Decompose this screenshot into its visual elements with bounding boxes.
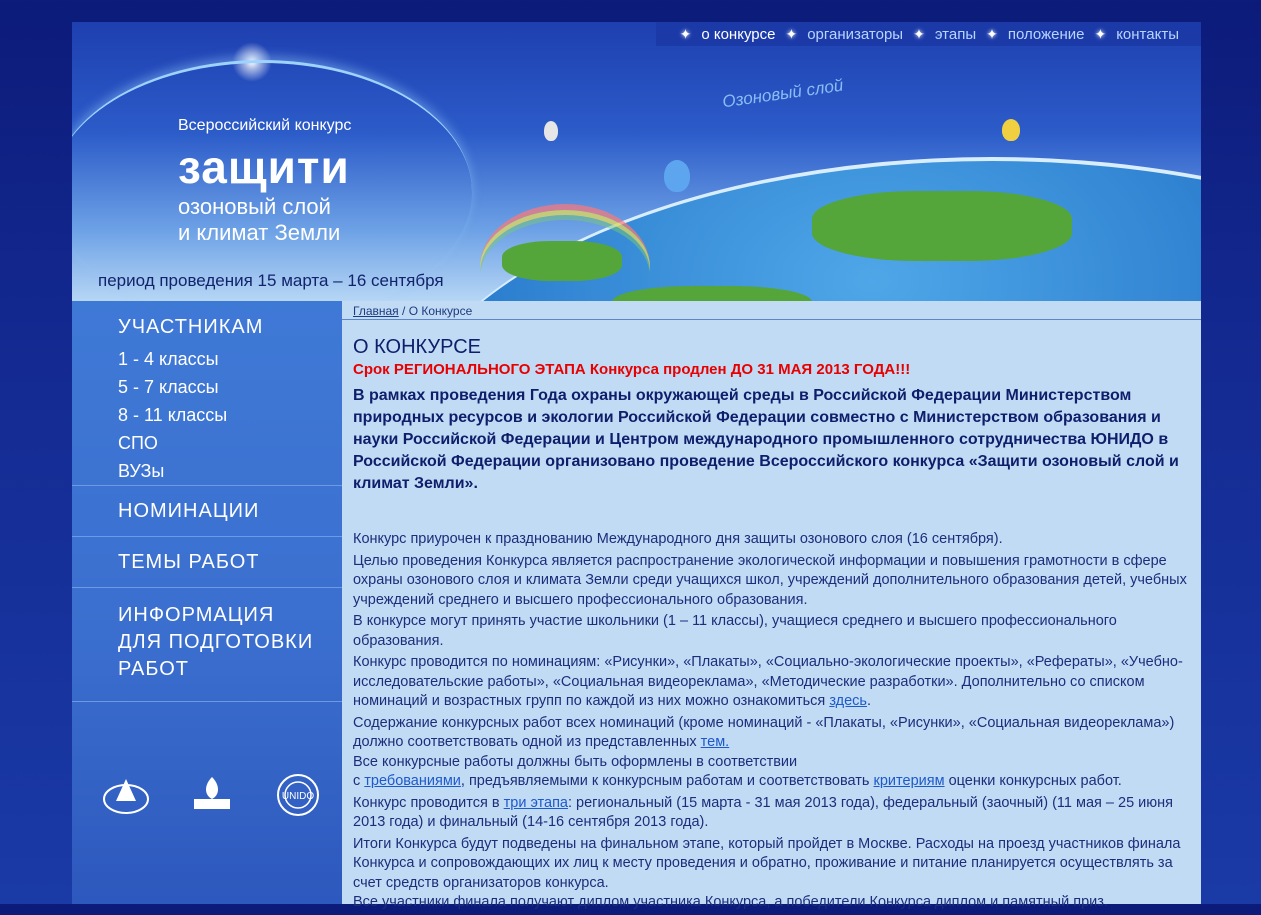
nav-label: о конкурсе [701, 25, 776, 43]
paragraph [353, 772, 1201, 792]
star-icon: ✦ [679, 25, 692, 42]
sidebar-subitem-8-11[interactable]: 8 - 11 классы [118, 405, 228, 425]
sidebar-item-info[interactable] [72, 588, 342, 701]
sidebar-info-line3: РАБОТ [118, 658, 190, 680]
main-content [342, 301, 1201, 910]
breadcrumb [353, 304, 472, 318]
page-title: О КОНКУРСЕ [353, 336, 482, 358]
logo-subtitle1: озоновый слой [178, 194, 331, 219]
paragraph [353, 794, 1201, 833]
sidebar-subitem-vuz[interactable]: ВУЗы [118, 461, 165, 481]
paragraph: В конкурсе могут принять участие школьники (1 – 11 классы), учащиеся среднего и высшего профессионального образования. [353, 613, 1117, 649]
sidebar-subitem-1-4[interactable]: 1 - 4 классы [118, 349, 219, 369]
sidebar-info-line1: ИНФОРМАЦИЯ [118, 604, 275, 626]
ozone-label: Озоновый слой [721, 75, 845, 112]
svg-text:UNIDO: UNIDO [281, 791, 315, 802]
sidebar-subitem-spo[interactable]: СПО [118, 433, 158, 453]
paragraph: Целью проведения Конкурса является распространение экологической информации и повышения грамотности в сфере охраны озонового слоя и климата Земли среди учащихся школ, учреждений дополнительного образования детей, учебных учреждений среднего и высшего профессионального образования. [353, 552, 1187, 608]
nav-contacts[interactable] [1094, 26, 1179, 43]
rainbow-icon [480, 204, 650, 301]
header-banner [72, 22, 1201, 301]
education-ministry-icon[interactable] [188, 771, 236, 819]
paragraph [353, 714, 1201, 753]
sidebar [72, 301, 342, 904]
top-nav [656, 22, 1201, 46]
nav-label: контакты [1116, 25, 1179, 43]
paragraph: Конкурс приурочен к празднованию Международного дня защиты озонового слоя (16 сентября). [353, 531, 1003, 547]
sidebar-info-line2: ДЛЯ ПОДГОТОВКИ [118, 631, 314, 653]
breadcrumb-home-link[interactable]: Главная [353, 304, 399, 318]
deadline-alert: Срок РЕГИОНАЛЬНОГО ЭТАПА Конкурса продлен ДО 31 МАЯ 2013 ГОДА!!! [353, 361, 911, 378]
text: , предъявляемыми к конкурсным работам и соответствовать [460, 773, 874, 789]
text: Содержание конкурсных работ всех номинаций (кроме номинаций - «Плакаты, «Рисунки», «Социальная видеореклама») должно соответствовать одной из представленных [353, 714, 1175, 750]
sidebar-subitem-5-7[interactable]: 5 - 7 классы [118, 377, 219, 397]
body-text [353, 530, 1201, 915]
nav-label: положение [1007, 25, 1085, 43]
breadcrumb-divider [342, 319, 1201, 320]
balloon-icon [544, 121, 558, 141]
topics-link[interactable]: тем. [700, 734, 730, 750]
text: . [866, 693, 872, 709]
star-icon: ✦ [986, 25, 998, 42]
sidebar-item-nominations[interactable]: НОМИНАЦИИ [118, 500, 260, 522]
nav-organizers[interactable] [785, 26, 903, 43]
text: с [353, 773, 365, 789]
paragraph [353, 653, 1201, 712]
period-text: период проведения 15 марта – 16 сентября [98, 271, 444, 290]
text: оценки конкурсных работ. [944, 773, 1122, 789]
paragraph: Все конкурсные работы должны быть оформлены в соответствии [353, 753, 798, 770]
land-shape [812, 191, 1072, 261]
balloon-icon [1002, 119, 1020, 141]
here-link[interactable]: здесь [829, 693, 867, 709]
nav-about[interactable] [680, 26, 776, 43]
text: Конкурс проводится в [353, 794, 504, 811]
text: Конкурс проводится по номинациям: «Рисунки», «Плакаты», «Социально-экологические проекты», «Рефераты», «Учебно-исследовательские работы», «Социальная видеореклама», «Методические разработки». Дополнительно со списком номинаций и возрастных групп по каждой из них можно ознакомиться [353, 654, 1183, 709]
balloon-icon [664, 160, 690, 192]
paragraph: Итоги Конкурса будут подведены на финальном этапе, который пройдет в Москве. Расходы на проезд участников финала Конкурса и сопровождающих их лиц к месту проведения и обратно, проживание и питание планируется осуществлять за счет средств организаторов конкурса. [353, 835, 1181, 891]
partner-logos [102, 771, 322, 819]
logo-line1: Всероссийский конкурс [178, 117, 352, 134]
three-stages-link[interactable]: три этапа [503, 794, 568, 811]
requirements-link[interactable]: требованиями [364, 773, 461, 789]
page [72, 22, 1201, 910]
nav-label: организаторы [807, 25, 904, 43]
criteria-link[interactable]: критериям [873, 773, 945, 789]
paragraph: Все участники финала получают диплом участника Конкурса, а победители Конкурса диплом и памятный приз. [353, 894, 1108, 910]
breadcrumb-current: О Конкурсе [408, 304, 473, 318]
star-icon: ✦ [785, 25, 798, 42]
logo-line3 [178, 194, 340, 246]
star-icon: ✦ [1094, 25, 1107, 42]
nav-regulation[interactable] [986, 26, 1084, 43]
lead-paragraph: В рамках проведения Года охраны окружающей среды в Российской Федерации Министерством природных ресурсов и экологии Российской Федерации совместно с Министерством образования и науки Российской Федерации и Центром международного промышленного сотрудничества ЮНИДО в Российской Федерации организовано проведение Всероссийского конкурса «Защити озоновый слой и климат Земли». [353, 387, 1179, 492]
nav-stages[interactable] [913, 26, 976, 43]
ministry-emblem-icon[interactable] [102, 771, 150, 819]
breadcrumb-separator: / [398, 304, 409, 318]
sidebar-item-topics[interactable]: ТЕМЫ РАБОТ [118, 551, 260, 573]
text: : региональный (15 марта - 31 мая 2013 года), федеральный (заочный) (11 мая – 25 июня 2013 года) и финальный (14-16 сентября 2013 года). [353, 794, 1173, 830]
logo-subtitle2: и климат Земли [178, 220, 341, 245]
sidebar-item-participants[interactable]: УЧАСТНИКАМ [118, 316, 264, 338]
star-icon: ✦ [913, 25, 925, 42]
sidebar-divider [72, 701, 342, 702]
nav-label: этапы [934, 25, 977, 43]
logo-title: защити [178, 141, 350, 193]
unido-logo-icon[interactable] [274, 771, 322, 819]
